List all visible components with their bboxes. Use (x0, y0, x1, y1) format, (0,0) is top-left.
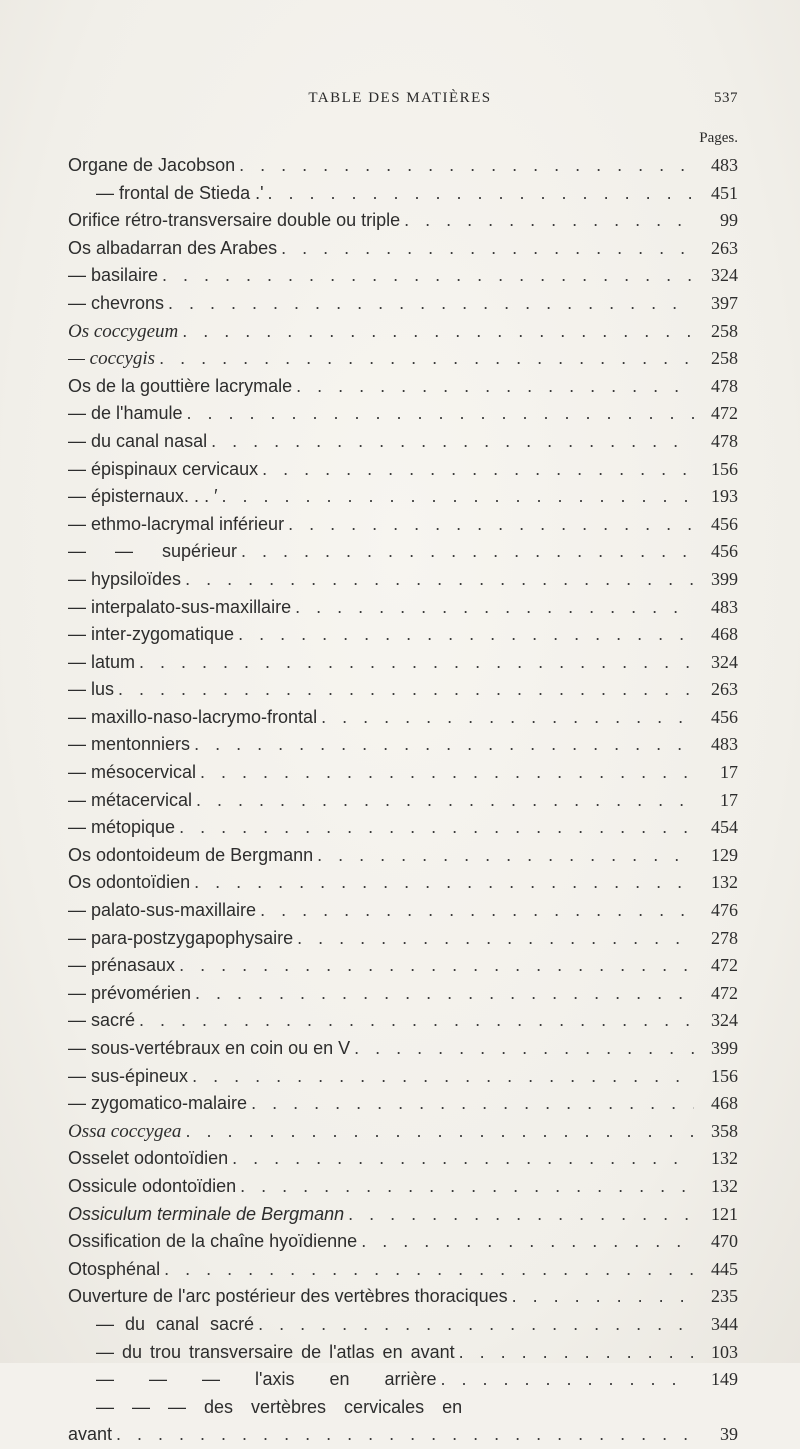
dot-leader (112, 1421, 694, 1449)
dot-leader (292, 373, 694, 401)
entry-page: 470 (711, 1231, 738, 1252)
entry-page: 476 (711, 900, 738, 921)
dot-leader (236, 1173, 694, 1201)
index-entry (68, 235, 738, 263)
index-entry (68, 1228, 738, 1256)
entry-text: Osselet odontoïdien (68, 1148, 229, 1169)
index-entry (68, 952, 738, 980)
index-entry (68, 152, 738, 180)
dot-leader (234, 621, 694, 649)
entry-text: — chevrons (68, 292, 165, 313)
entry-page: 399 (711, 568, 738, 589)
dot-leader (247, 1090, 694, 1118)
dot-leader (135, 649, 694, 677)
entry-text: — sacré (68, 1010, 136, 1031)
entry-text: — métacervical (68, 789, 193, 810)
entry-text: avant (68, 1424, 113, 1445)
index-entry (68, 842, 738, 870)
index-entry (68, 400, 738, 428)
entry-page: 156 (711, 1065, 738, 1086)
entry-text: — hypsiloïdes (68, 568, 182, 589)
dot-leader (284, 511, 694, 539)
entry-page: 99 (720, 210, 738, 231)
entry-page: 472 (711, 955, 738, 976)
entry-page: 445 (711, 1258, 738, 1279)
entry-text: — — — des vertèbres cervicales en (96, 1396, 463, 1417)
index-entry (68, 1063, 738, 1091)
dot-leader (508, 1283, 694, 1311)
dot-leader (264, 180, 694, 208)
entry-page: 472 (711, 982, 738, 1003)
entry-page: 324 (711, 265, 738, 286)
entry-text: — maxillo-naso-lacrymo-frontal (68, 706, 318, 727)
entry-text: — de l'hamule (68, 403, 183, 424)
entry-text (68, 1118, 181, 1146)
dot-leader (217, 483, 694, 511)
dot-leader (183, 400, 695, 428)
entry-page: 478 (711, 375, 738, 396)
dot-leader (455, 1339, 694, 1367)
dot-leader (350, 1035, 694, 1063)
entry-page: 456 (711, 706, 738, 727)
entry-page: 129 (711, 844, 738, 865)
entry-text: Otosphénal (68, 1258, 161, 1279)
index-entry (68, 207, 738, 235)
dot-leader (344, 1201, 694, 1229)
entry-text: — — — l'axis en arrière (96, 1369, 437, 1390)
dot-leader (293, 925, 694, 953)
dot-leader (196, 759, 694, 787)
dot-leader (228, 1145, 694, 1173)
entry-text: — — supérieur (68, 541, 238, 562)
entry-text: — du canal nasal (68, 430, 208, 451)
entry-page: 132 (711, 1148, 738, 1169)
entry-text: — sus-épineux (68, 1065, 189, 1086)
entry-page: 149 (711, 1369, 738, 1390)
entry-text: — épisternaux. . . ′ (68, 486, 218, 507)
entry-text: — prénasaux (68, 955, 176, 976)
entry-page: 324 (711, 651, 738, 672)
dot-leader (237, 538, 694, 566)
entry-text: — inter-zygomatique (68, 624, 235, 645)
index-entry (68, 759, 738, 787)
running-head (0, 90, 800, 112)
entry-text: — zygomatico-malaire (68, 1093, 248, 1114)
entry-page: 17 (720, 789, 738, 810)
dot-leader (207, 428, 694, 456)
entry-page: 103 (711, 1341, 738, 1362)
index-entry (68, 428, 738, 456)
entry-text: Ouverture de l'arc postérieur des vertèbres thoraciques (68, 1286, 508, 1307)
index-entry (68, 483, 738, 511)
entry-page: 478 (711, 430, 738, 451)
dot-leader (188, 1063, 694, 1091)
entry-page: 472 (711, 403, 738, 424)
dot-leader (235, 152, 694, 180)
entry-page: 358 (711, 1120, 738, 1141)
index-entries (68, 152, 738, 1449)
entry-text: — ethmo-lacrymal inférieur (68, 513, 285, 534)
entry-page: 132 (711, 1175, 738, 1196)
index-entry (68, 621, 738, 649)
entry-page: 344 (711, 1313, 738, 1334)
index-entry (68, 1311, 738, 1339)
index-entry (68, 980, 738, 1008)
index-entry (68, 1145, 738, 1173)
dot-leader (291, 594, 694, 622)
index-entry (68, 262, 738, 290)
running-title: TABLE DES MATIÈRES (308, 90, 492, 106)
entry-page: 17 (720, 762, 738, 783)
dot-leader (190, 869, 694, 897)
entry-text-italic: — coccygis (68, 348, 156, 370)
index-entry (68, 345, 738, 373)
entry-page: 456 (711, 513, 738, 534)
entry-text: — frontal de Stieda .' (96, 182, 264, 203)
entry-page: 193 (711, 486, 738, 507)
entry-text: — para-postzygapophysaire (68, 927, 294, 948)
index-entry (68, 180, 738, 208)
entry-page (694, 1394, 738, 1422)
entry-text: — prévomérien (68, 982, 192, 1003)
dot-leader (175, 814, 694, 842)
entry-text: — basilaire (68, 265, 159, 286)
entry-text: Os de la gouttière lacrymale (68, 375, 293, 396)
entry-page: 39 (720, 1424, 738, 1445)
index-entry (68, 1035, 738, 1063)
index-entry (68, 373, 738, 401)
index-entry (68, 566, 738, 594)
index-entry (68, 1421, 738, 1449)
index-entry (68, 814, 738, 842)
entry-page: 483 (711, 155, 738, 175)
dot-leader (190, 731, 694, 759)
index-entry (68, 1007, 738, 1035)
entry-page: 454 (711, 817, 738, 838)
entry-text: Ossiculum terminale de Bergmann (68, 1203, 345, 1224)
dot-leader (256, 897, 694, 925)
index-entry (68, 1394, 738, 1422)
entry-page: 483 (711, 596, 738, 617)
index-entry (68, 290, 738, 318)
entry-text: Ossification de la chaîne hyoïdienne (68, 1231, 358, 1252)
dot-leader (277, 235, 694, 263)
index-entry (68, 594, 738, 622)
entry-text: — du trou transversaire de l'atlas en avant (96, 1341, 455, 1362)
entry-text: Os odontoideum de Bergmann (68, 844, 314, 865)
index-entry (68, 676, 738, 704)
index-entry (68, 869, 738, 897)
index-entry (68, 704, 738, 732)
entry-page: 263 (711, 679, 738, 700)
index-entry (68, 731, 738, 759)
index-entry (68, 1173, 738, 1201)
dot-leader (400, 207, 694, 235)
dot-leader (313, 842, 694, 870)
entry-text: — palato-sus-maxillaire (68, 900, 257, 921)
entry-text: Ossicule odontoïdien (68, 1175, 237, 1196)
entry-page: 156 (711, 458, 738, 479)
index-entry (68, 1201, 738, 1229)
index-entry (68, 456, 738, 484)
entry-text: — lus (68, 679, 115, 700)
entry-page: 456 (711, 541, 738, 562)
dot-leader (437, 1366, 695, 1394)
entry-text: Os albadarran des Arabes (68, 237, 278, 258)
dot-leader (158, 262, 694, 290)
entry-page: 397 (711, 292, 738, 313)
dot-leader (258, 456, 694, 484)
entry-page: 451 (711, 182, 738, 203)
entry-page: 258 (711, 348, 738, 369)
dot-leader (155, 345, 694, 373)
index-entry (68, 1118, 738, 1146)
dot-leader (175, 952, 694, 980)
dot-leader (181, 1118, 694, 1146)
entry-text: Os odontoïdien (68, 872, 191, 893)
dot-leader (317, 704, 694, 732)
dot-leader (192, 787, 694, 815)
entry-text: — interpalato-sus-maxillaire (68, 596, 292, 617)
dot-leader (357, 1228, 694, 1256)
dot-leader (164, 290, 694, 318)
index-entry (68, 1366, 738, 1394)
index-entry (68, 318, 738, 346)
entry-text: — épispinaux cervicaux (68, 458, 259, 479)
index-entry (68, 1090, 738, 1118)
page-number: 537 (714, 90, 738, 106)
entry-text: — du canal sacré (96, 1313, 255, 1334)
index-entry (68, 1339, 738, 1367)
dot-leader (178, 318, 694, 346)
index-entry (68, 897, 738, 925)
entry-page: 263 (711, 237, 738, 258)
entry-page: 483 (711, 734, 738, 755)
dot-leader (114, 676, 694, 704)
entry-text: Organe de Jacobson (68, 155, 236, 175)
entry-text (68, 318, 178, 346)
dot-leader (181, 566, 694, 594)
index-entry (68, 649, 738, 677)
entry-text: — latum (68, 651, 136, 672)
index-entry (68, 511, 738, 539)
dot-leader (191, 980, 694, 1008)
entry-text: — mésocervical (68, 762, 197, 783)
entry-page: 468 (711, 1093, 738, 1114)
index-entry (68, 538, 738, 566)
entry-page: 258 (711, 320, 738, 341)
entry-text: — sous-vertébraux en coin ou en V (68, 1038, 351, 1058)
entry-text (68, 345, 155, 373)
entry-text: Orifice rétro-transversaire double ou triple (68, 210, 401, 231)
entry-page: 468 (711, 624, 738, 645)
entry-page: 235 (711, 1286, 738, 1307)
entry-page: 278 (711, 927, 738, 948)
entry-page: 132 (711, 872, 738, 893)
index-entry (68, 925, 738, 953)
entry-text: — métopique (68, 817, 176, 838)
dot-leader (160, 1256, 694, 1284)
dot-leader (135, 1007, 694, 1035)
entry-page: 399 (711, 1038, 738, 1058)
entry-page: 324 (711, 1010, 738, 1031)
entry-page: 121 (711, 1203, 738, 1224)
entry-text: — mentonniers (68, 734, 191, 755)
index-entry (68, 787, 738, 815)
pages-column-label: Pages. (699, 130, 738, 146)
dot-leader (254, 1311, 694, 1339)
index-entry (68, 1256, 738, 1284)
entry-text-italic: Os coccygeum (68, 320, 179, 342)
index-entry (68, 1283, 738, 1311)
entry-text-italic: Ossa coccygea (68, 1120, 182, 1142)
